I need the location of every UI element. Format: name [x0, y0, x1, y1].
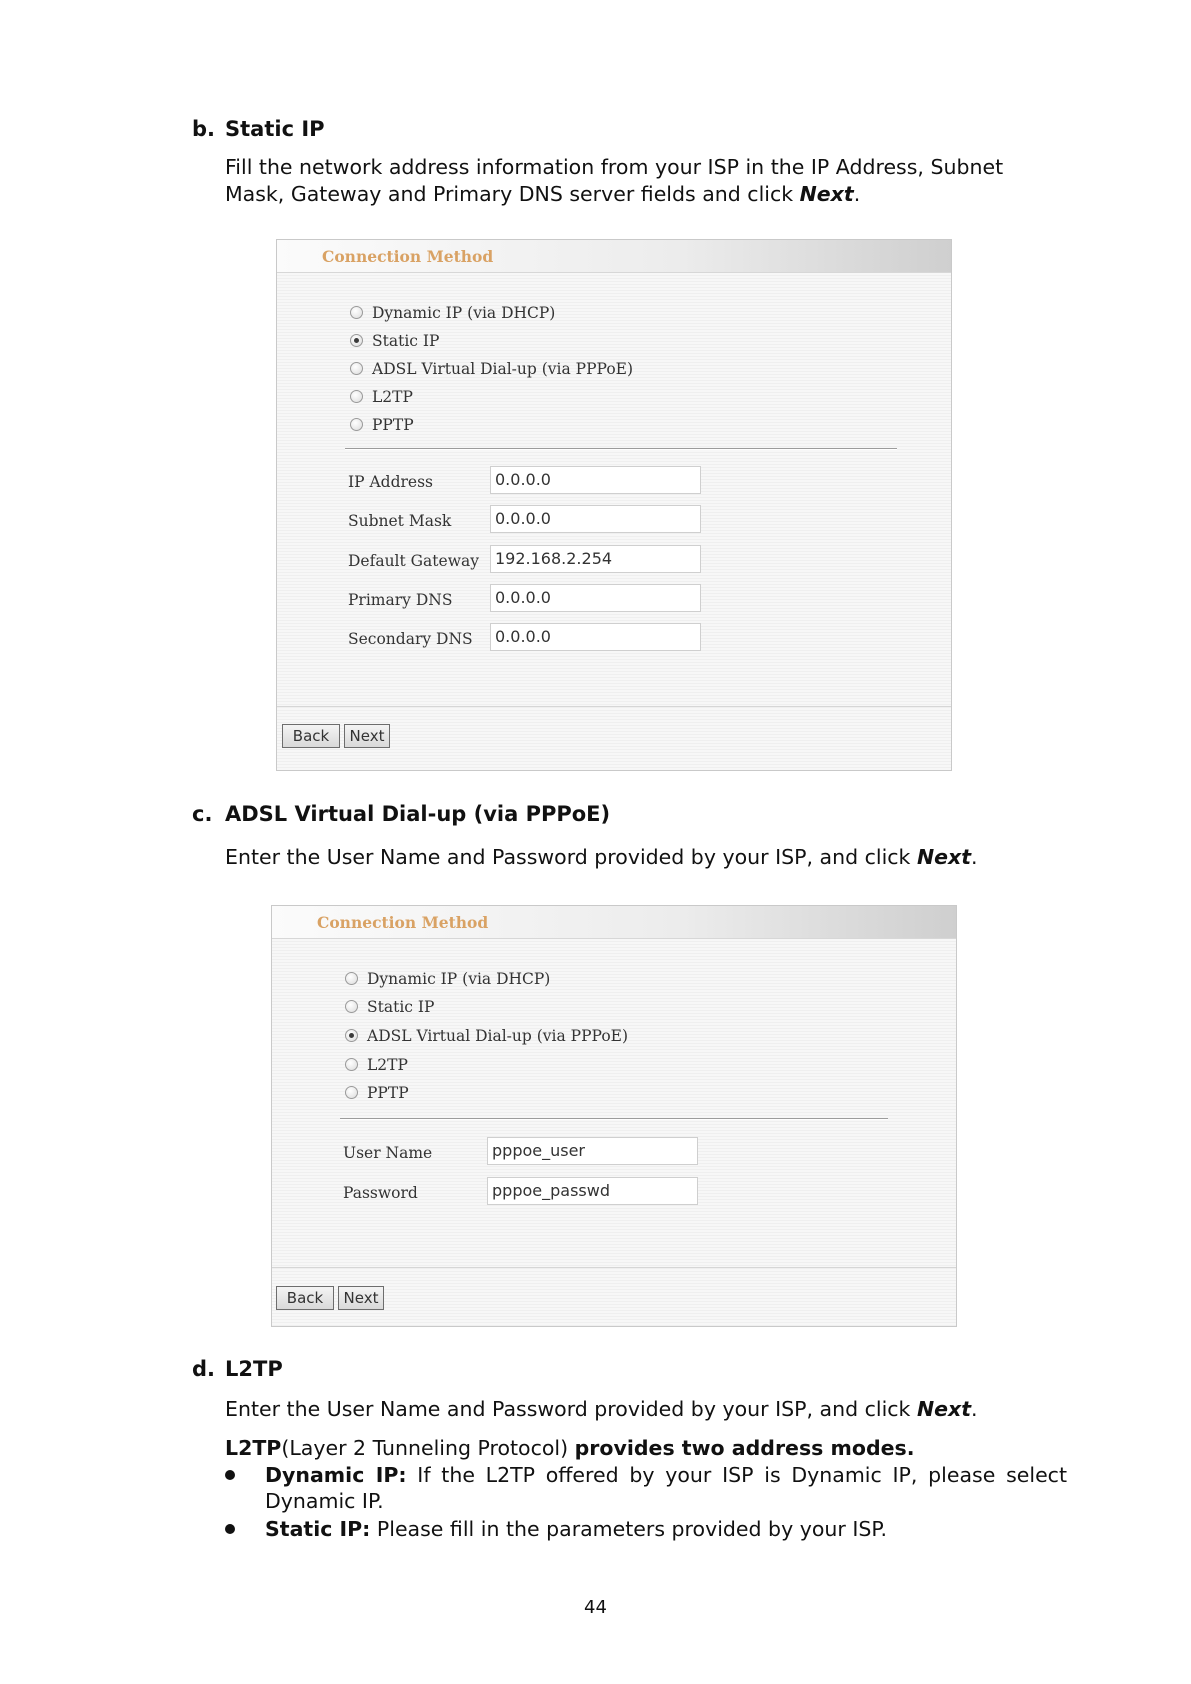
radio-checked-icon[interactable]: [345, 1029, 358, 1042]
user-name-label: User Name: [343, 1144, 433, 1162]
static-ip-screenshot: [276, 239, 952, 771]
subnet-mask-label: Subnet Mask: [348, 512, 452, 530]
divider: [340, 1118, 888, 1120]
bullet-icon: [225, 1470, 235, 1480]
bullet-term: Static IP:: [265, 1517, 371, 1541]
secondary-dns-input[interactable]: 0.0.0.0: [490, 623, 701, 651]
subnet-mask-input[interactable]: 0.0.0.0: [490, 505, 701, 533]
default-gateway-input[interactable]: 192.168.2.254: [490, 545, 701, 573]
bullet-dynamic-ip: [225, 1462, 1067, 1514]
bullet-icon: [225, 1524, 235, 1534]
section-d-heading: [192, 1357, 283, 1381]
section-letter: c.: [192, 802, 213, 826]
section-letter: d.: [192, 1357, 216, 1381]
section-c-heading: [192, 802, 610, 826]
description-text: Enter the User Name and Password provided by your ISP, and click: [225, 845, 917, 869]
next-button[interactable]: Next: [338, 1286, 384, 1310]
radio-icon[interactable]: [350, 418, 363, 431]
radio-label: Dynamic IP (via DHCP): [372, 304, 556, 322]
radio-icon[interactable]: [345, 1000, 358, 1013]
next-emphasis: Next: [799, 182, 854, 206]
radio-icon[interactable]: [345, 1086, 358, 1099]
bullet-static-ip: [225, 1516, 1067, 1542]
panel-titlebar: [272, 906, 956, 939]
l2tp-modes-intro: [225, 1435, 1067, 1462]
bullet-text: [265, 1462, 1067, 1514]
section-title: Static IP: [225, 117, 325, 141]
description-end: .: [853, 182, 861, 206]
section-d-description: [225, 1396, 1067, 1423]
primary-dns-input[interactable]: 0.0.0.0: [490, 584, 701, 612]
radio-label: PPTP: [367, 1084, 409, 1102]
l2tp-modes-text: provides two address modes.: [574, 1436, 915, 1460]
bullet-text: [265, 1516, 1067, 1542]
section-b-description: [225, 154, 1067, 208]
radio-label: Static IP: [367, 998, 435, 1016]
default-gateway-label: Default Gateway: [348, 552, 479, 570]
radio-icon[interactable]: [345, 972, 358, 985]
back-button[interactable]: Back: [282, 724, 340, 748]
button-bar-divider: [277, 706, 951, 707]
radio-label: Dynamic IP (via DHCP): [367, 970, 551, 988]
radio-label: PPTP: [372, 416, 414, 434]
bullet-term: Dynamic IP:: [265, 1463, 407, 1487]
description-end: .: [971, 1397, 978, 1421]
l2tp-term: L2TP: [225, 1436, 282, 1460]
bullet-body: If the L2TP offered by your ISP is Dynamic IP, please select Dynamic IP.: [265, 1463, 1067, 1513]
user-name-input[interactable]: pppoe_user: [487, 1137, 698, 1165]
ip-address-input[interactable]: 0.0.0.0: [490, 466, 701, 494]
panel-title: Connection Method: [322, 247, 494, 266]
panel-title: Connection Method: [317, 913, 489, 932]
bullet-body: Please fill in the parameters provided by your ISP.: [370, 1517, 888, 1541]
radio-icon[interactable]: [350, 306, 363, 319]
description-text: Fill the network address information from your ISP in the IP Address, Subnet Mask, Gateway and Primary DNS server fields and click: [225, 155, 1004, 206]
section-c-description: [225, 844, 1067, 871]
ip-address-label: IP Address: [348, 473, 434, 491]
radio-label: L2TP: [372, 388, 413, 406]
back-button[interactable]: Back: [276, 1286, 334, 1310]
radio-icon[interactable]: [345, 1058, 358, 1071]
next-button[interactable]: Next: [344, 724, 390, 748]
password-input[interactable]: pppoe_passwd: [487, 1177, 698, 1205]
section-title: ADSL Virtual Dial-up (via PPPoE): [225, 802, 611, 826]
panel-titlebar: [277, 240, 951, 273]
radio-label: ADSL Virtual Dial-up (via PPPoE): [372, 360, 634, 378]
radio-checked-icon[interactable]: [350, 334, 363, 347]
description-end: .: [971, 845, 978, 869]
button-bar-divider: [272, 1267, 956, 1268]
section-letter: b.: [192, 117, 216, 141]
secondary-dns-label: Secondary DNS: [348, 630, 473, 648]
radio-label: Static IP: [372, 332, 440, 350]
divider: [345, 448, 897, 450]
radio-label: ADSL Virtual Dial-up (via PPPoE): [367, 1027, 629, 1045]
radio-icon[interactable]: [350, 362, 363, 375]
next-emphasis: Next: [916, 845, 972, 869]
primary-dns-label: Primary DNS: [348, 591, 453, 609]
radio-icon[interactable]: [350, 390, 363, 403]
next-emphasis: Next: [916, 1397, 972, 1421]
section-b-heading: [192, 117, 325, 141]
l2tp-expansion: (Layer 2 Tunneling Protocol): [281, 1436, 575, 1460]
radio-label: L2TP: [367, 1056, 408, 1074]
section-title: L2TP: [225, 1357, 283, 1381]
page-number: 44: [584, 1597, 607, 1618]
pppoe-screenshot: [271, 905, 957, 1327]
password-label: Password: [343, 1184, 418, 1202]
description-text: Enter the User Name and Password provided by your ISP, and click: [225, 1397, 917, 1421]
